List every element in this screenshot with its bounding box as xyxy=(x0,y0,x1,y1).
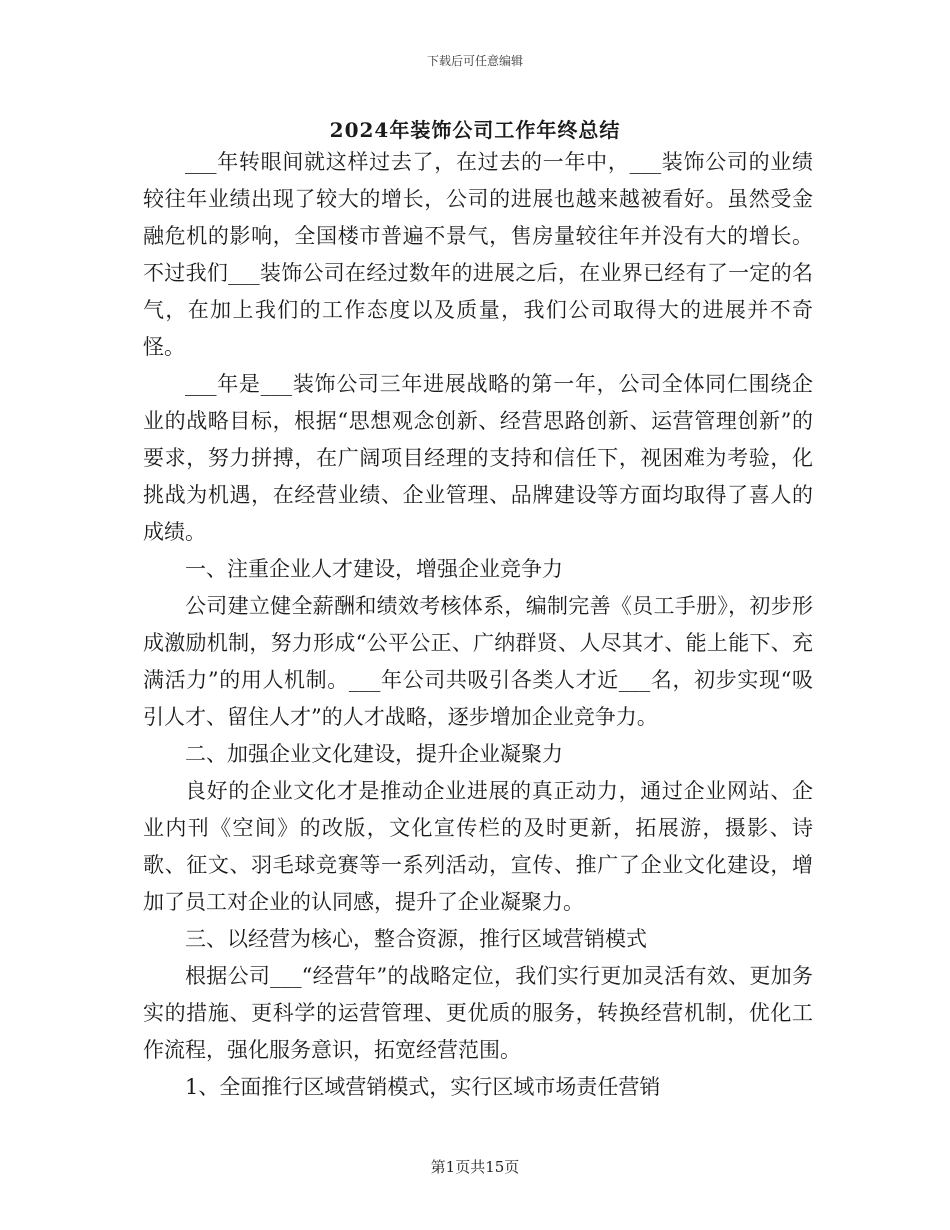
document-body xyxy=(143,144,813,1106)
paragraph-strategy: ___年是___装饰公司三年进展战略的第一年，公司全体同仁围绕企业的战略目标，根据“思想观念创新、经营思路创新、运营管理创新”的要求，努力拼搏，在广阔项目经理的支持和信任下，视困难为考验，化挑战为机遇，在经营业绩、企业管理、品牌建设等方面均取得了喜人的成绩。 xyxy=(143,372,813,544)
section-heading-talent: 一、注重企业人才建设，增强企业竞争力 xyxy=(185,557,563,581)
paragraph-culture: 良好的企业文化才是推动企业进展的真正动力，通过企业网站、企业内刊《空间》的改版，文化宣传栏的及时更新，拓展游，摄影、诗歌、征文、羽毛球竞赛等一系列活动，宣传、推广了企业文化建设，增加了员工对企业的认同感，提升了企业凝聚力。 xyxy=(143,779,813,914)
paragraph-operations: 根据公司___“经营年”的战略定位，我们实行更加灵活有效、更加务实的措施、更科学的运营管理、更优质的服务，转换经营机制，优化工作流程，强化服务意识，拓宽经营范围。 xyxy=(143,964,813,1062)
subsection-heading-regional: 1、全面推行区域营销模式，实行区域市场责任营销 xyxy=(185,1075,661,1099)
paragraph-intro: ___年转眼间就这样过去了，在过去的一年中，___装饰公司的业绩较往年业绩出现了较大的增长，公司的进展也越来越被看好。虽然受金融危机的影响，全国楼市普遍不景气，售房量较往年并没有大的增长。不过我们___装饰公司在经过数年的进展之后，在业界已经有了一定的名气，在加上我们的工作态度以及质量，我们公司取得大的进展并不奇怪。 xyxy=(143,150,813,359)
paragraph-talent: 公司建立健全薪酬和绩效考核体系，编制完善《员工手册》，初步形成激励机制，努力形成“公平公正、广纳群贤、人尽其才、能上能下、充满活力”的用人机制。___年公司共吸引各类人才近___名，初步实现“吸引人才、留住人才”的人才战略，逐步增加企业竞争力。 xyxy=(143,594,813,729)
document-title: 2024年装饰公司工作年终总结 xyxy=(329,118,621,142)
section-heading-culture: 二、加强企业文化建设，提升企业凝聚力 xyxy=(185,742,563,766)
page-footer: 第1页共15页 xyxy=(430,1158,520,1176)
page-header: 下载后可任意编辑 xyxy=(426,54,523,68)
section-heading-operations: 三、以经营为核心，整合资源，推行区域营销模式 xyxy=(185,927,647,951)
